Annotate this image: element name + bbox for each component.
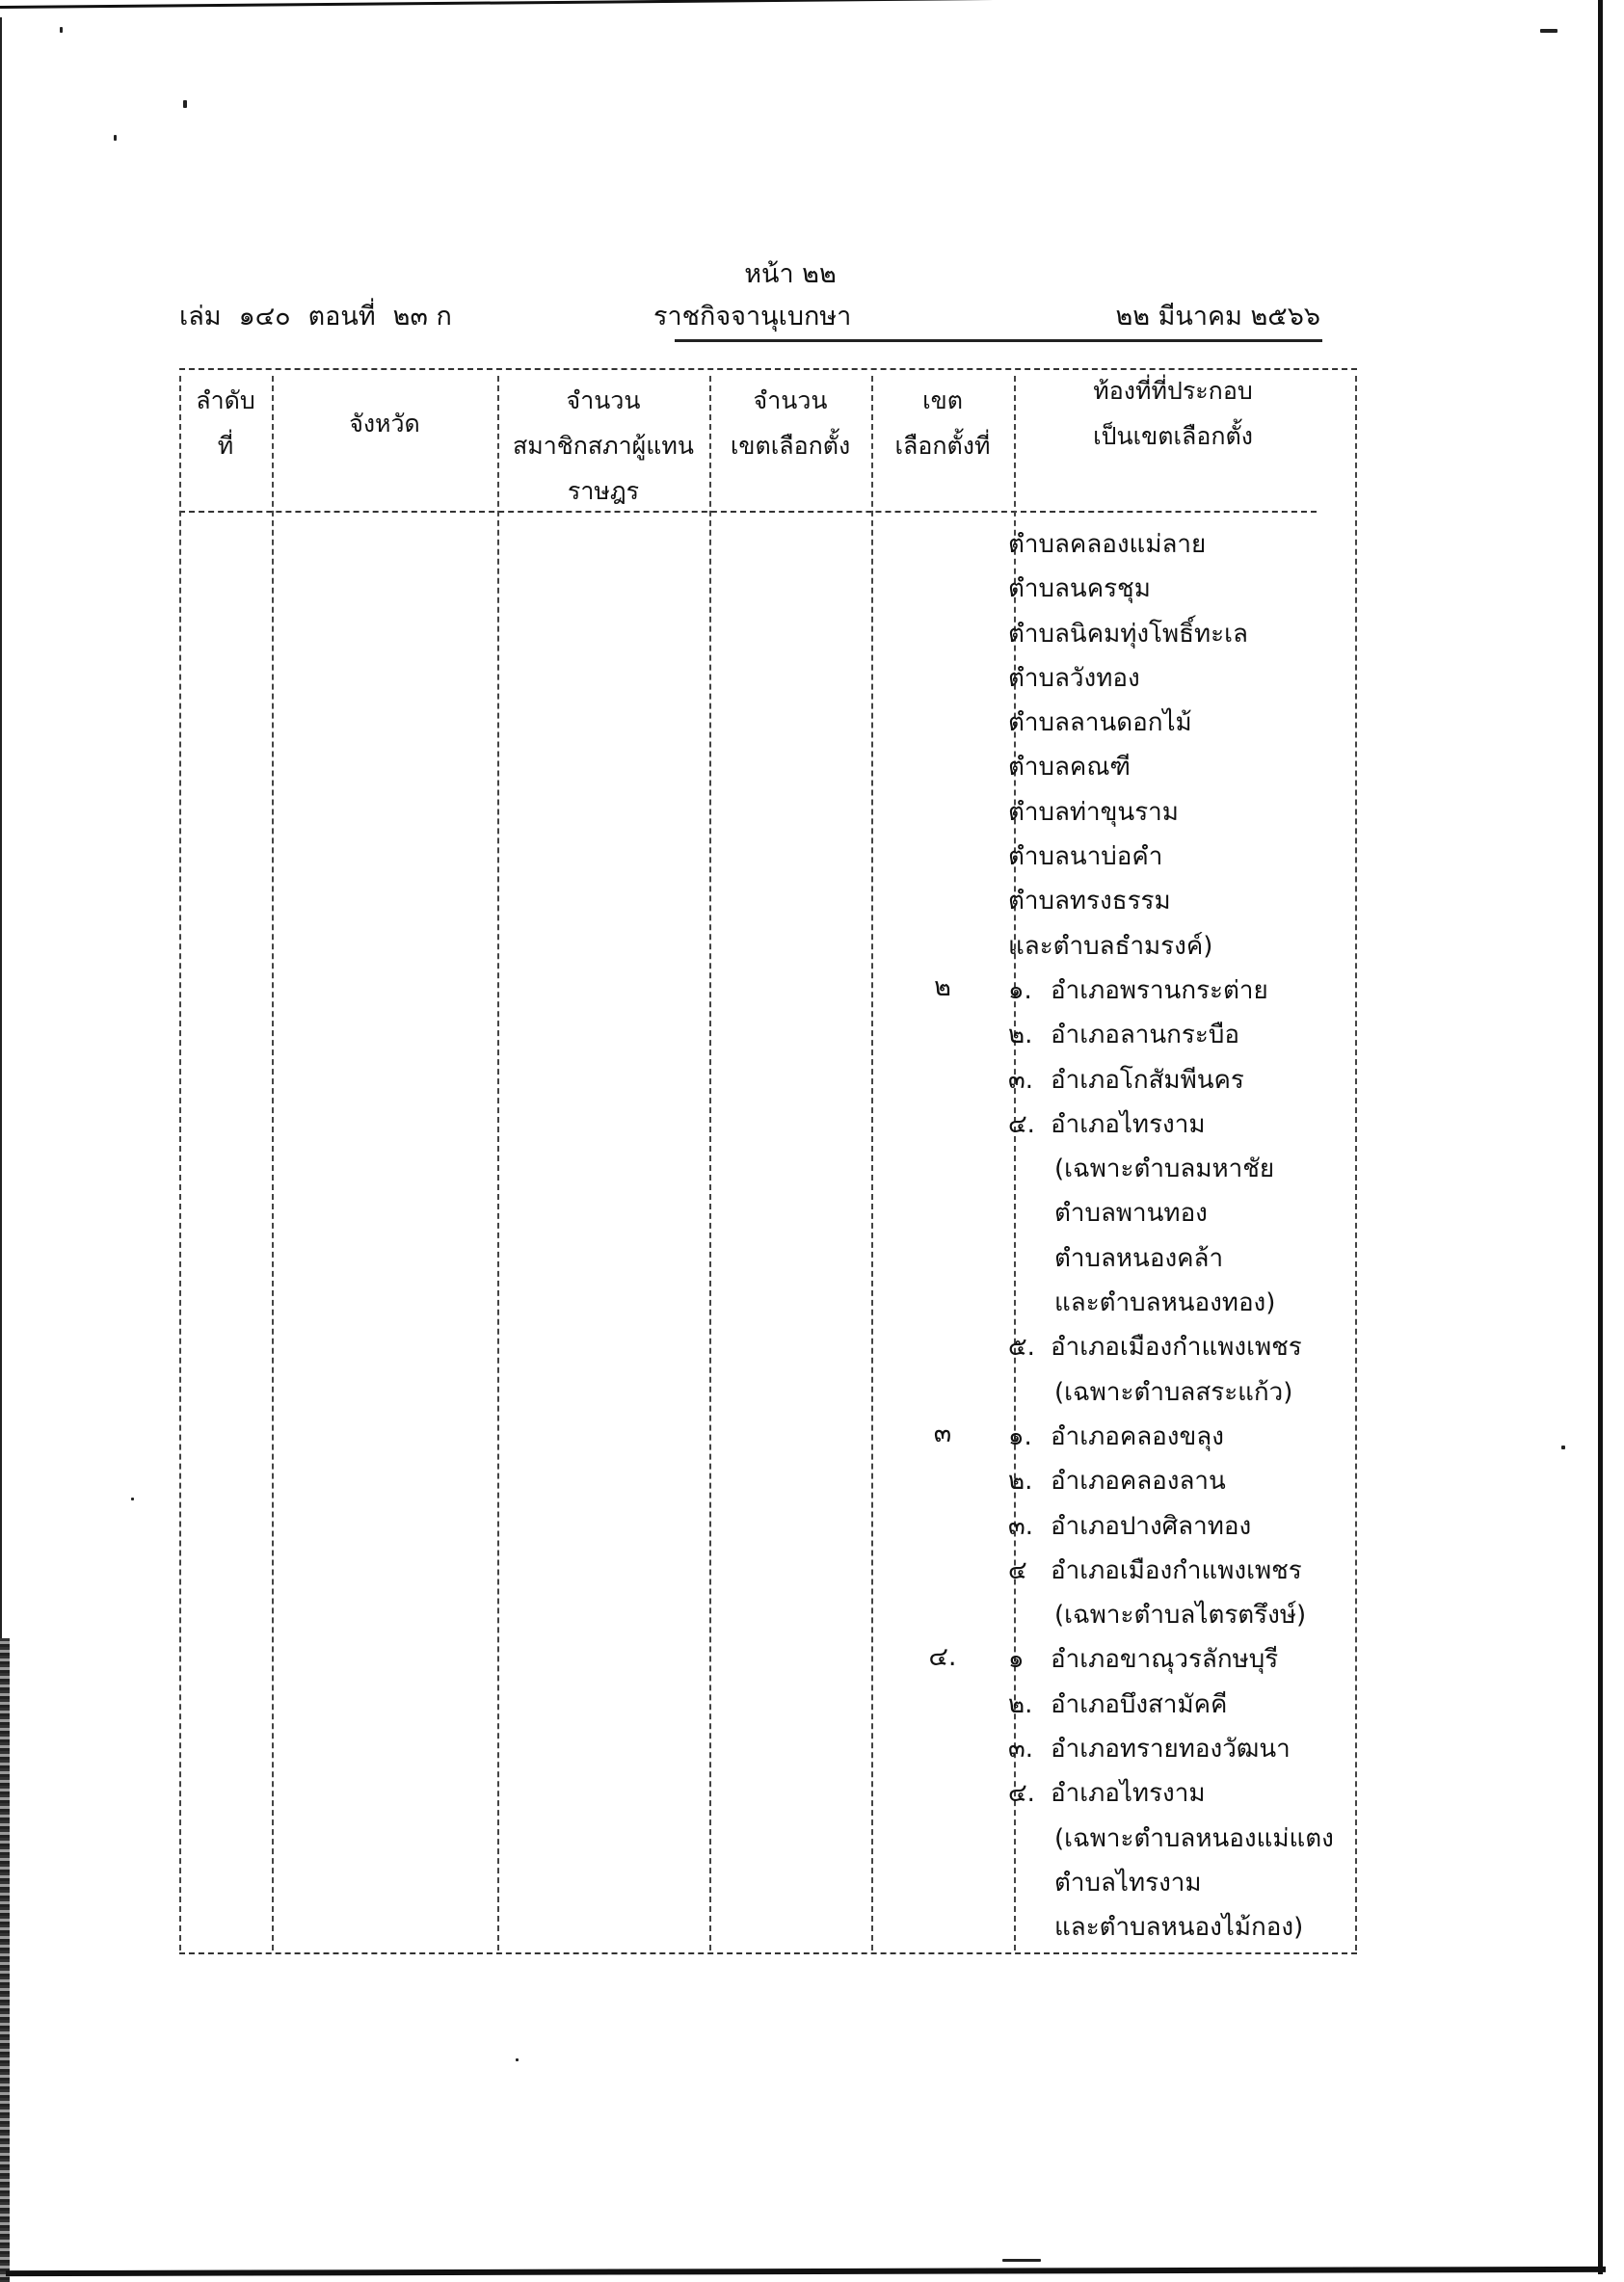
area-item: ตำบลไทรงาม [1054,1868,1202,1897]
header-line: ท้องที่ที่ประกอบ [1093,377,1253,405]
item-text: อำเภอไทรงาม [1051,1109,1206,1139]
item-text: อำเภอปางศิลาทอง [1051,1511,1252,1541]
item-number: ๑ [1008,1645,1025,1675]
item-number: ๔. [1008,1779,1035,1809]
item-text: อำเภอขาณุวรลักษบุรี [1051,1645,1279,1675]
area-line: และตำบลธำมรงค์) [1008,931,1213,961]
table-header-rule [179,511,1317,513]
areas-column [1008,522,1355,1950]
column-divider [272,376,274,1950]
item-number: ๔ [1008,1555,1027,1585]
area-item: และตำบลหนองไม้กอง) [1054,1913,1304,1943]
scan-speck [1540,29,1557,33]
area-item [1008,1504,1355,1549]
scan-speck [131,1498,134,1500]
area-item [1008,1415,1355,1459]
area-item [1008,1102,1355,1147]
item-number: ๔. [1008,1109,1035,1139]
item-number: ๓. [1008,1511,1034,1541]
header-line: เขต [922,386,963,414]
header-rule [675,339,1322,342]
scan-shadow-left [0,1638,10,2282]
item-number: ๑. [1008,975,1032,1005]
table-bottom-rule [179,1952,1357,1954]
issue-label: ตอนที่ [307,302,376,332]
scan-speck [516,2058,519,2061]
scan-edge-bottom [6,2259,1606,2276]
column-divider [497,376,499,1950]
item-number: ๒. [1008,1689,1033,1719]
area-item: (เฉพาะตำบลมหาชัย [1054,1154,1275,1184]
area-line: ตำบลคณฑี [1008,753,1131,783]
item-text: อำเภอคลองขลุง [1051,1421,1224,1451]
area-item: ตำบลหนองคล้า [1054,1243,1224,1273]
volume-issue [179,295,452,336]
area-line: ตำบลนาบ่อคำ [1008,842,1163,872]
district-number: ๔. [928,1642,957,1672]
column-divider [709,376,711,1950]
area-item [1008,1013,1355,1057]
area-item [1008,1637,1355,1682]
column-divider [1355,376,1357,1950]
header-line: จังหวัด [349,410,420,438]
area-line: ตำบลคลองแม่ลาย [1008,530,1207,559]
area-item [1008,1771,1355,1816]
area-line: ตำบลลานดอกไม้ [1008,708,1192,738]
item-number: ๒. [1008,1467,1033,1497]
header-line: เขตเลือกตั้ง [730,432,851,460]
scan-edge-right [1598,0,1603,2274]
area-item [1008,1459,1355,1503]
area-line: ตำบลนิคมทุ่งโพธิ์ทะเล [1008,619,1248,649]
item-text: อำเภอลานกระบือ [1051,1021,1239,1050]
item-text: อำเภอบึงสามัคคี [1051,1689,1228,1719]
item-text: อำเภอเมืองกำแพงเพชร [1051,1333,1302,1363]
publication-date: ๒๒ มีนาคม ๒๕๖๖ [1115,302,1320,332]
column-divider [871,376,873,1950]
item-number: ๓. [1008,1065,1034,1095]
scan-edge-top [0,0,1176,13]
district-number: ๓ [933,1419,952,1448]
scan-speck [60,27,63,33]
item-text: อำเภอพรานกระต่าย [1051,975,1268,1005]
area-line: ตำบลวังทอง [1008,663,1140,693]
column-header-district-no [871,378,1014,468]
volume-number: ๑๔๐ [238,302,291,332]
header-line: ลำดับ [196,386,255,414]
item-number: ๓. [1008,1735,1034,1765]
district-number: ๒ [934,972,951,1002]
area-item: (เฉพาะตำบลไตรตรึงษ์) [1054,1601,1307,1631]
publication-name: ราชกิจจานุเบกษา [653,302,852,332]
area-item [1008,1683,1355,1727]
item-text: อำเภอโกสัมพีนคร [1051,1065,1244,1095]
area-line: ตำบลทรงธรรม [1008,887,1171,916]
scan-speck [114,135,117,141]
column-header-order [179,378,272,468]
area-item: และตำบลหนองทอง) [1054,1288,1276,1318]
item-number: ๒. [1008,1021,1033,1050]
item-text: อำเภอทรายทองวัฒนา [1051,1735,1291,1765]
item-number: ๑. [1008,1421,1032,1451]
header-line: จำนวน [566,386,641,414]
electoral-district-table [179,368,1357,1954]
gazette-header [179,295,1320,336]
area-item [1008,1549,1355,1593]
item-text: อำเภอเมืองกำแพงเพชร [1051,1555,1302,1585]
scan-speck [183,100,187,108]
header-line: ที่ [217,432,234,460]
area-item [1008,969,1355,1013]
area-item [1008,1727,1355,1771]
header-line: เป็นเขตเลือกตั้ง [1093,422,1253,450]
header-line: จำนวน [753,386,828,414]
volume-label: เล่ม [179,302,222,332]
item-text: อำเภอคลองลาน [1051,1467,1226,1497]
header-line: เลือกตั้งที่ [894,432,991,460]
column-header-members [497,378,709,514]
area-line: ตำบลท่าขุนราม [1008,797,1179,827]
item-number: ๕. [1008,1333,1035,1363]
area-item [1008,1058,1355,1102]
area-line: ตำบลนครชุม [1008,574,1151,604]
page-number: หน้า ๒๒ [744,259,837,289]
header-line: ราษฎร [567,477,640,505]
scan-speck [1561,1446,1565,1449]
column-header-district-count [709,378,871,468]
area-item: ตำบลพานทอง [1054,1199,1208,1229]
issue-number: ๒๓ ก [392,302,452,332]
area-item [1008,1325,1355,1369]
column-divider [179,376,181,1950]
header-line: สมาชิกสภาผู้แทน [513,432,694,460]
area-item: (เฉพาะตำบลหนองแม่แตง [1054,1823,1334,1853]
scan-speck [1002,2259,1041,2262]
area-item: (เฉพาะตำบลสระแก้ว) [1054,1377,1293,1407]
item-text: อำเภอไทรงาม [1051,1779,1206,1809]
column-header-province [272,401,497,446]
column-header-areas [1014,368,1332,459]
